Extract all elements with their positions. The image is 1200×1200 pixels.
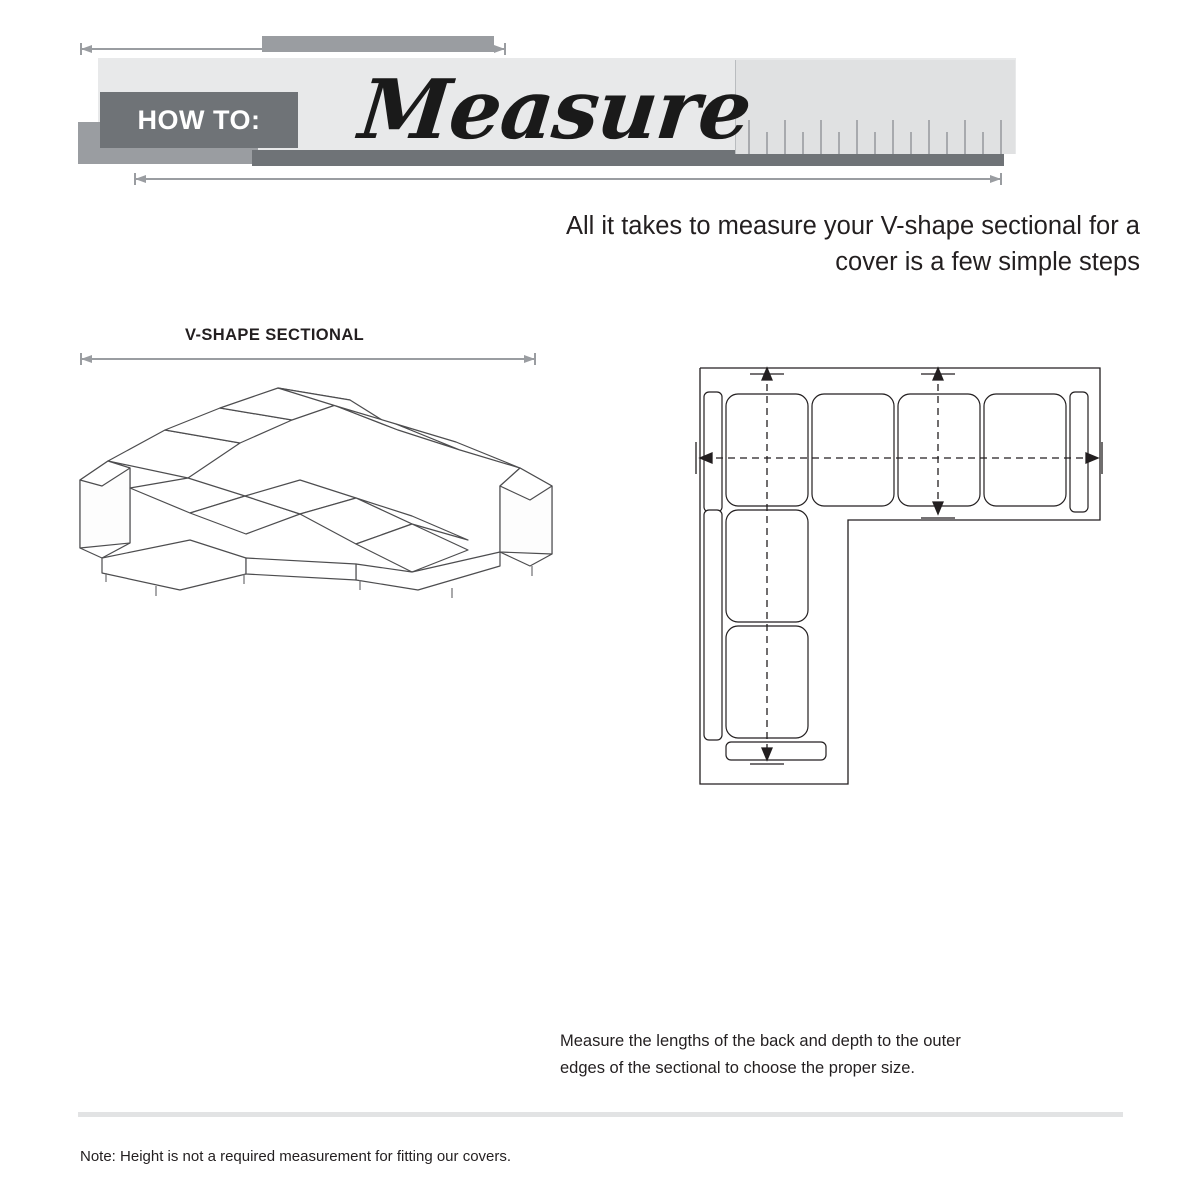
left-figure-label: V-SHAPE SECTIONAL <box>185 326 365 344</box>
ruler-icon <box>735 60 1015 154</box>
sectional-sofa-topdown-icon <box>670 360 1140 800</box>
caption-line-2: edges of the sectional to choose the proper size. <box>560 1059 915 1077</box>
sectional-sofa-perspective-icon <box>60 368 560 598</box>
figure-caption <box>560 1028 1120 1082</box>
measure-arrow-icon-left-figure <box>78 352 538 366</box>
howto-label-box <box>100 92 298 148</box>
caption-line-1: Measure the lengths of the back and depth to the outer <box>560 1032 961 1050</box>
footer-note: Note: Height is not a required measurement for fitting our covers. <box>80 1148 512 1165</box>
subtitle <box>330 208 1140 280</box>
footer-divider <box>78 1112 1123 1117</box>
measure-arrow-icon-header-top <box>78 42 508 56</box>
page-title: Measure <box>354 62 756 158</box>
header-banner <box>0 0 1200 200</box>
howto-label: HOW TO: <box>137 104 261 135</box>
subtitle-line-2: cover is a few simple steps <box>835 248 1140 276</box>
measure-arrow-icon-header-bottom <box>132 172 1004 186</box>
subtitle-line-1: All it takes to measure your V-shape sectional for a <box>565 212 1140 240</box>
